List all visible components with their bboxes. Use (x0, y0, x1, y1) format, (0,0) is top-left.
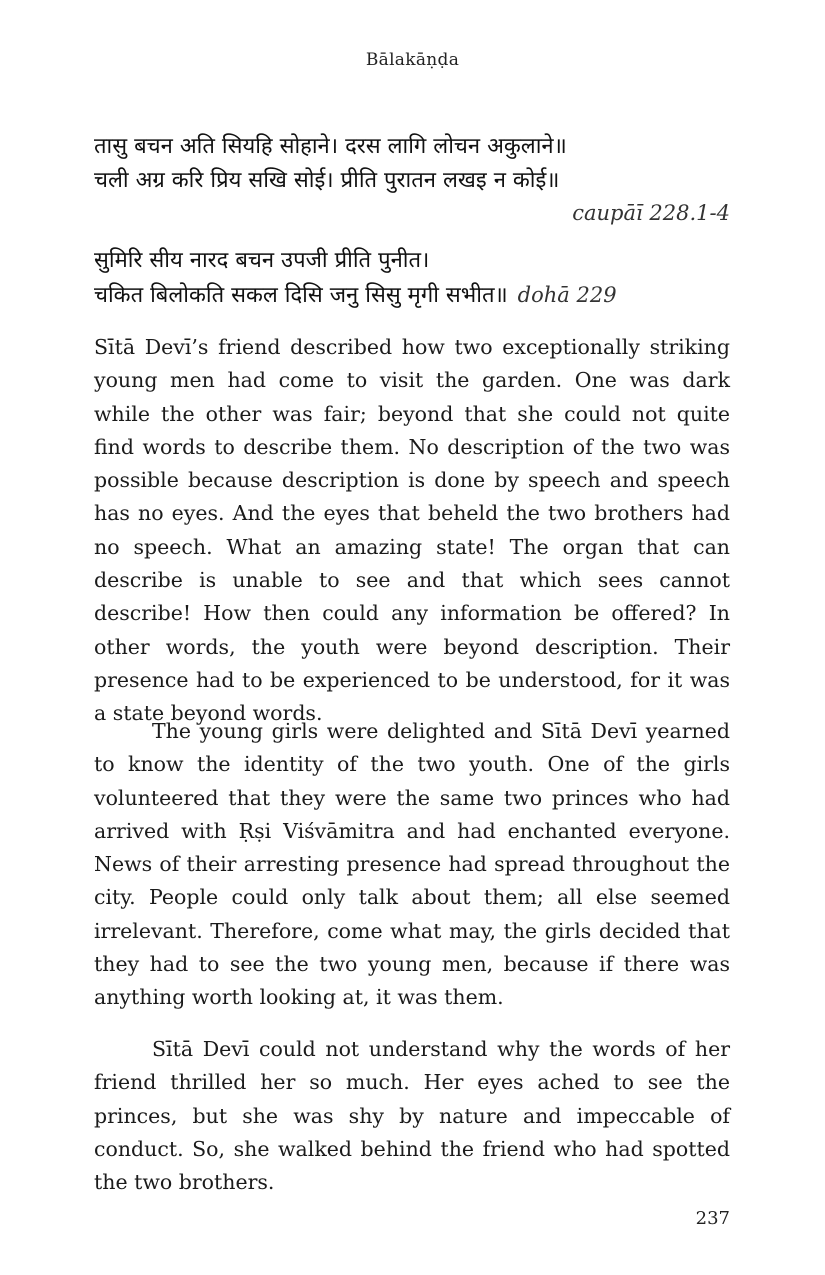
verse-line: चली अग्र करि प्रिय सखि सोई। प्रीति पुरातन लखइ न कोई॥ (94, 168, 560, 193)
verse-line (94, 278, 730, 313)
running-head: Bālakāṇḍa (365, 50, 460, 70)
caupai-verse (94, 130, 730, 228)
doha-verse (94, 244, 730, 313)
verse-reference: dohā 229 (517, 283, 617, 307)
page-number: 237 (695, 1208, 730, 1229)
verse-line-text: चकित बिलोकति सकल दिसि जनु सिसु मृगी सभीत॥ (94, 283, 508, 308)
verse-line: तासु बचन अति सियहि सोहाने। दरस लागि लोचन अकुलाने॥ (94, 134, 567, 159)
body-paragraph: Sītā Devī’s friend described how two exceptionally striking young men had come to visit the garden. One was dark while the other was fair; beyond that she could not quite find words to describe them. No description of the two was possible because description is done by speech and speech has no eyes. And the eyes that beheld the two brothers had no speech. What an amazing state! The organ that can describe is unable to see and that which sees cannot describe! How then could any information be offered? In other words, the youth were beyond description. Their presence had to be experienced to be understood, for it was a state beyond words. (94, 335, 730, 726)
verse-line: सुमिरि सीय नारद बचन उपजी प्रीति पुनीत। (94, 248, 430, 273)
body-paragraph: The young girls were delighted and Sītā Devī yearned to know the identity of the two youth. One of the girls volunteered that they were the same two princes who had arrived with Ṛṣi Viśvāmitra and had enchanted everyone. News of their arresting presence had spread throughout the city. People could only talk about them; all else seemed irrelevant. Therefore, come what may, the girls decided that they had to see the two young men, because if there was anything worth looking at, it was them. (94, 719, 730, 1010)
body-paragraph: Sītā Devī could not understand why the words of her friend thrilled her so much. Her eyes ached to see the princes, but she was shy by nature and impeccable of conduct. So, she walked behind the friend who had spotted the two brothers. (94, 1037, 730, 1195)
verse-reference: caupāī 228.1-4 (572, 201, 730, 225)
